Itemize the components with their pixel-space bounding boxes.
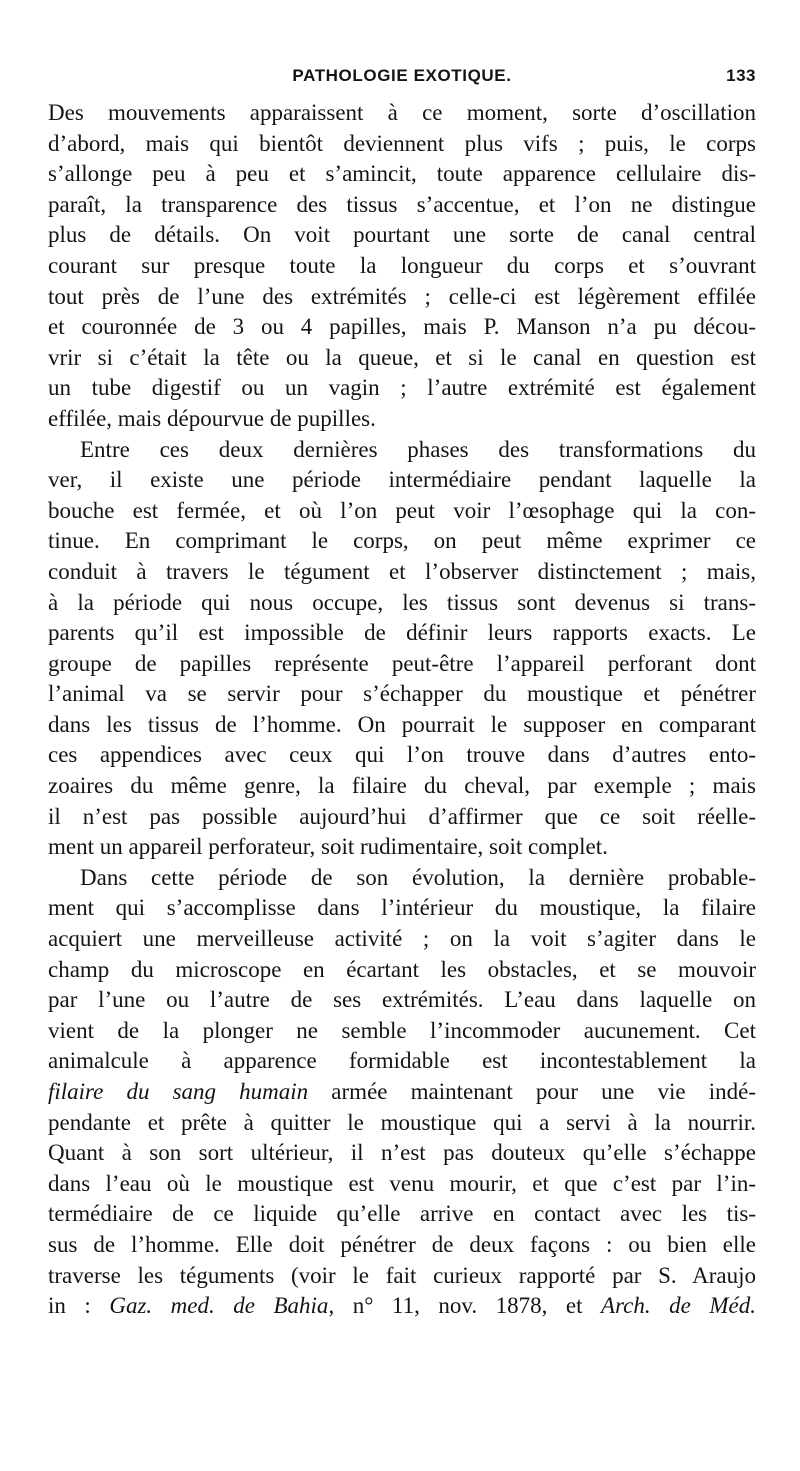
text-fragment: , n° 11, nov. 1878, et	[328, 1293, 602, 1319]
running-title: PATHOLOGIE EXOTIQUE.	[292, 66, 512, 85]
text-line: pendante et prête à quitter le moustique qui a servi à la nourrir.	[48, 1109, 756, 1135]
text-line: Quant à son sort ultérieur, il n’est pas douteux qu’elle s’échappe	[48, 1140, 756, 1166]
text-line: l’animal va se servir pour s’échapper du moustique et pénétrer	[48, 681, 756, 707]
text-line: plus de détails. On voit pourtant une sorte de canal central	[48, 222, 756, 248]
text-line: vient de la plonger ne semble l’incommoder aucunement. Cet	[48, 1017, 756, 1043]
text-line: ces appendices avec ceux qui l’on trouve dans d’autres ento-	[48, 742, 756, 768]
text-line: paraît, la transparence des tissus s’accentue, et l’on ne distingue	[48, 191, 756, 217]
text-line: effilée, mais dépourvue de pupilles.	[48, 405, 376, 431]
running-head	[48, 62, 756, 98]
text-line: acquiert une merveilleuse activité ; on la voit s’agiter dans le	[48, 926, 756, 952]
text-line: il n’est pas possible aujourd’hui d’affirmer que ce soit réelle-	[48, 803, 756, 829]
italic-term: filaire du sang humain	[48, 1079, 309, 1104]
text-line: traverse les téguments (voir le fait curieux rapporté par S. Araujo	[48, 1262, 756, 1288]
book-page	[48, 62, 756, 1322]
text-line: vrir si c’était la tête ou la queue, et si le canal en question est	[48, 344, 756, 370]
text-line: par l’une ou l’autre de ses extrémités. L’eau dans laquelle on	[48, 987, 756, 1013]
text-line: à la période qui nous occupe, les tissus sont devenus si trans-	[48, 589, 756, 615]
text-line: sus de l’homme. Elle doit pénétrer de deux façons : ou bien elle	[48, 1231, 756, 1257]
text-line: dans les tissus de l’homme. On pourrait le supposer en comparant	[48, 711, 756, 737]
text-line: Des mouvements apparaissent à ce moment, sorte d’oscillation	[48, 100, 756, 125]
text-line: champ du microscope en écartant les obstacles, et se mouvoir	[48, 956, 756, 982]
citation-title: Arch. de Méd.	[601, 1293, 757, 1319]
paragraph-2	[48, 435, 756, 863]
text-line: bouche est fermée, et où l’on peut voir l’œsophage qui la con-	[48, 497, 756, 523]
text-line: et couronnée de 3 ou 4 papilles, mais P. Manson n’a pu décou-	[48, 314, 756, 340]
text-line: tinue. En comprimant le corps, on peut même exprimer ce	[48, 528, 756, 554]
body-text	[48, 98, 756, 1322]
text-line: un tube digestif ou un vagin ; l’autre extrémité est également	[48, 375, 756, 401]
text-line: courant sur presque toute la longueur du corps et s’ouvrant	[48, 252, 756, 278]
text-line: animalcule à apparence formidable est incontestablement la	[48, 1048, 756, 1074]
text-line: groupe de papilles représente peut-être l’appareil perforant dont	[48, 650, 756, 676]
text-line: Dans cette période de son évolution, la dernière probable-	[80, 864, 756, 890]
text-line	[48, 1291, 756, 1322]
text-line: s’allonge peu à peu et s’amincit, toute apparence cellulaire dis-	[48, 161, 756, 187]
text-line: termédiaire de ce liquide qu’elle arrive en contact avec les tis-	[48, 1201, 756, 1227]
text-line: tout près de l’une des extrémités ; celle-ci est légèrement effilée	[48, 283, 756, 309]
text-line: conduit à travers le tégument et l’observer distinctement ; mais,	[48, 558, 756, 584]
paragraph-1	[48, 98, 756, 435]
text-line	[48, 1077, 756, 1108]
text-line: d’abord, mais qui bientôt deviennent plus vifs ; puis, le corps	[48, 130, 756, 156]
text-line: zoaires du même genre, la filaire du cheval, par exemple ; mais	[48, 773, 756, 799]
citation-title: Gaz. med. de Bahia	[109, 1293, 329, 1319]
text-line: ment qui s’accomplisse dans l’intérieur du moustique, la filaire	[48, 895, 756, 921]
text-line: ver, il existe une période intermédiaire pendant laquelle la	[48, 467, 756, 493]
text-fragment: in :	[48, 1293, 110, 1319]
page-number: 133	[726, 66, 756, 85]
text-line: ment un appareil perforateur, soit rudimentaire, soit complet.	[48, 834, 608, 860]
text-line: parents qu’il est impossible de définir leurs rapports exacts. Le	[48, 620, 756, 646]
text-fragment: armée maintenant pour une vie indé-	[308, 1079, 756, 1104]
text-line: Entre ces deux dernières phases des transformations du	[80, 436, 756, 462]
text-line: dans l’eau où le moustique est venu mourir, et que c’est par l’in-	[48, 1170, 756, 1196]
paragraph-3	[48, 863, 756, 1322]
